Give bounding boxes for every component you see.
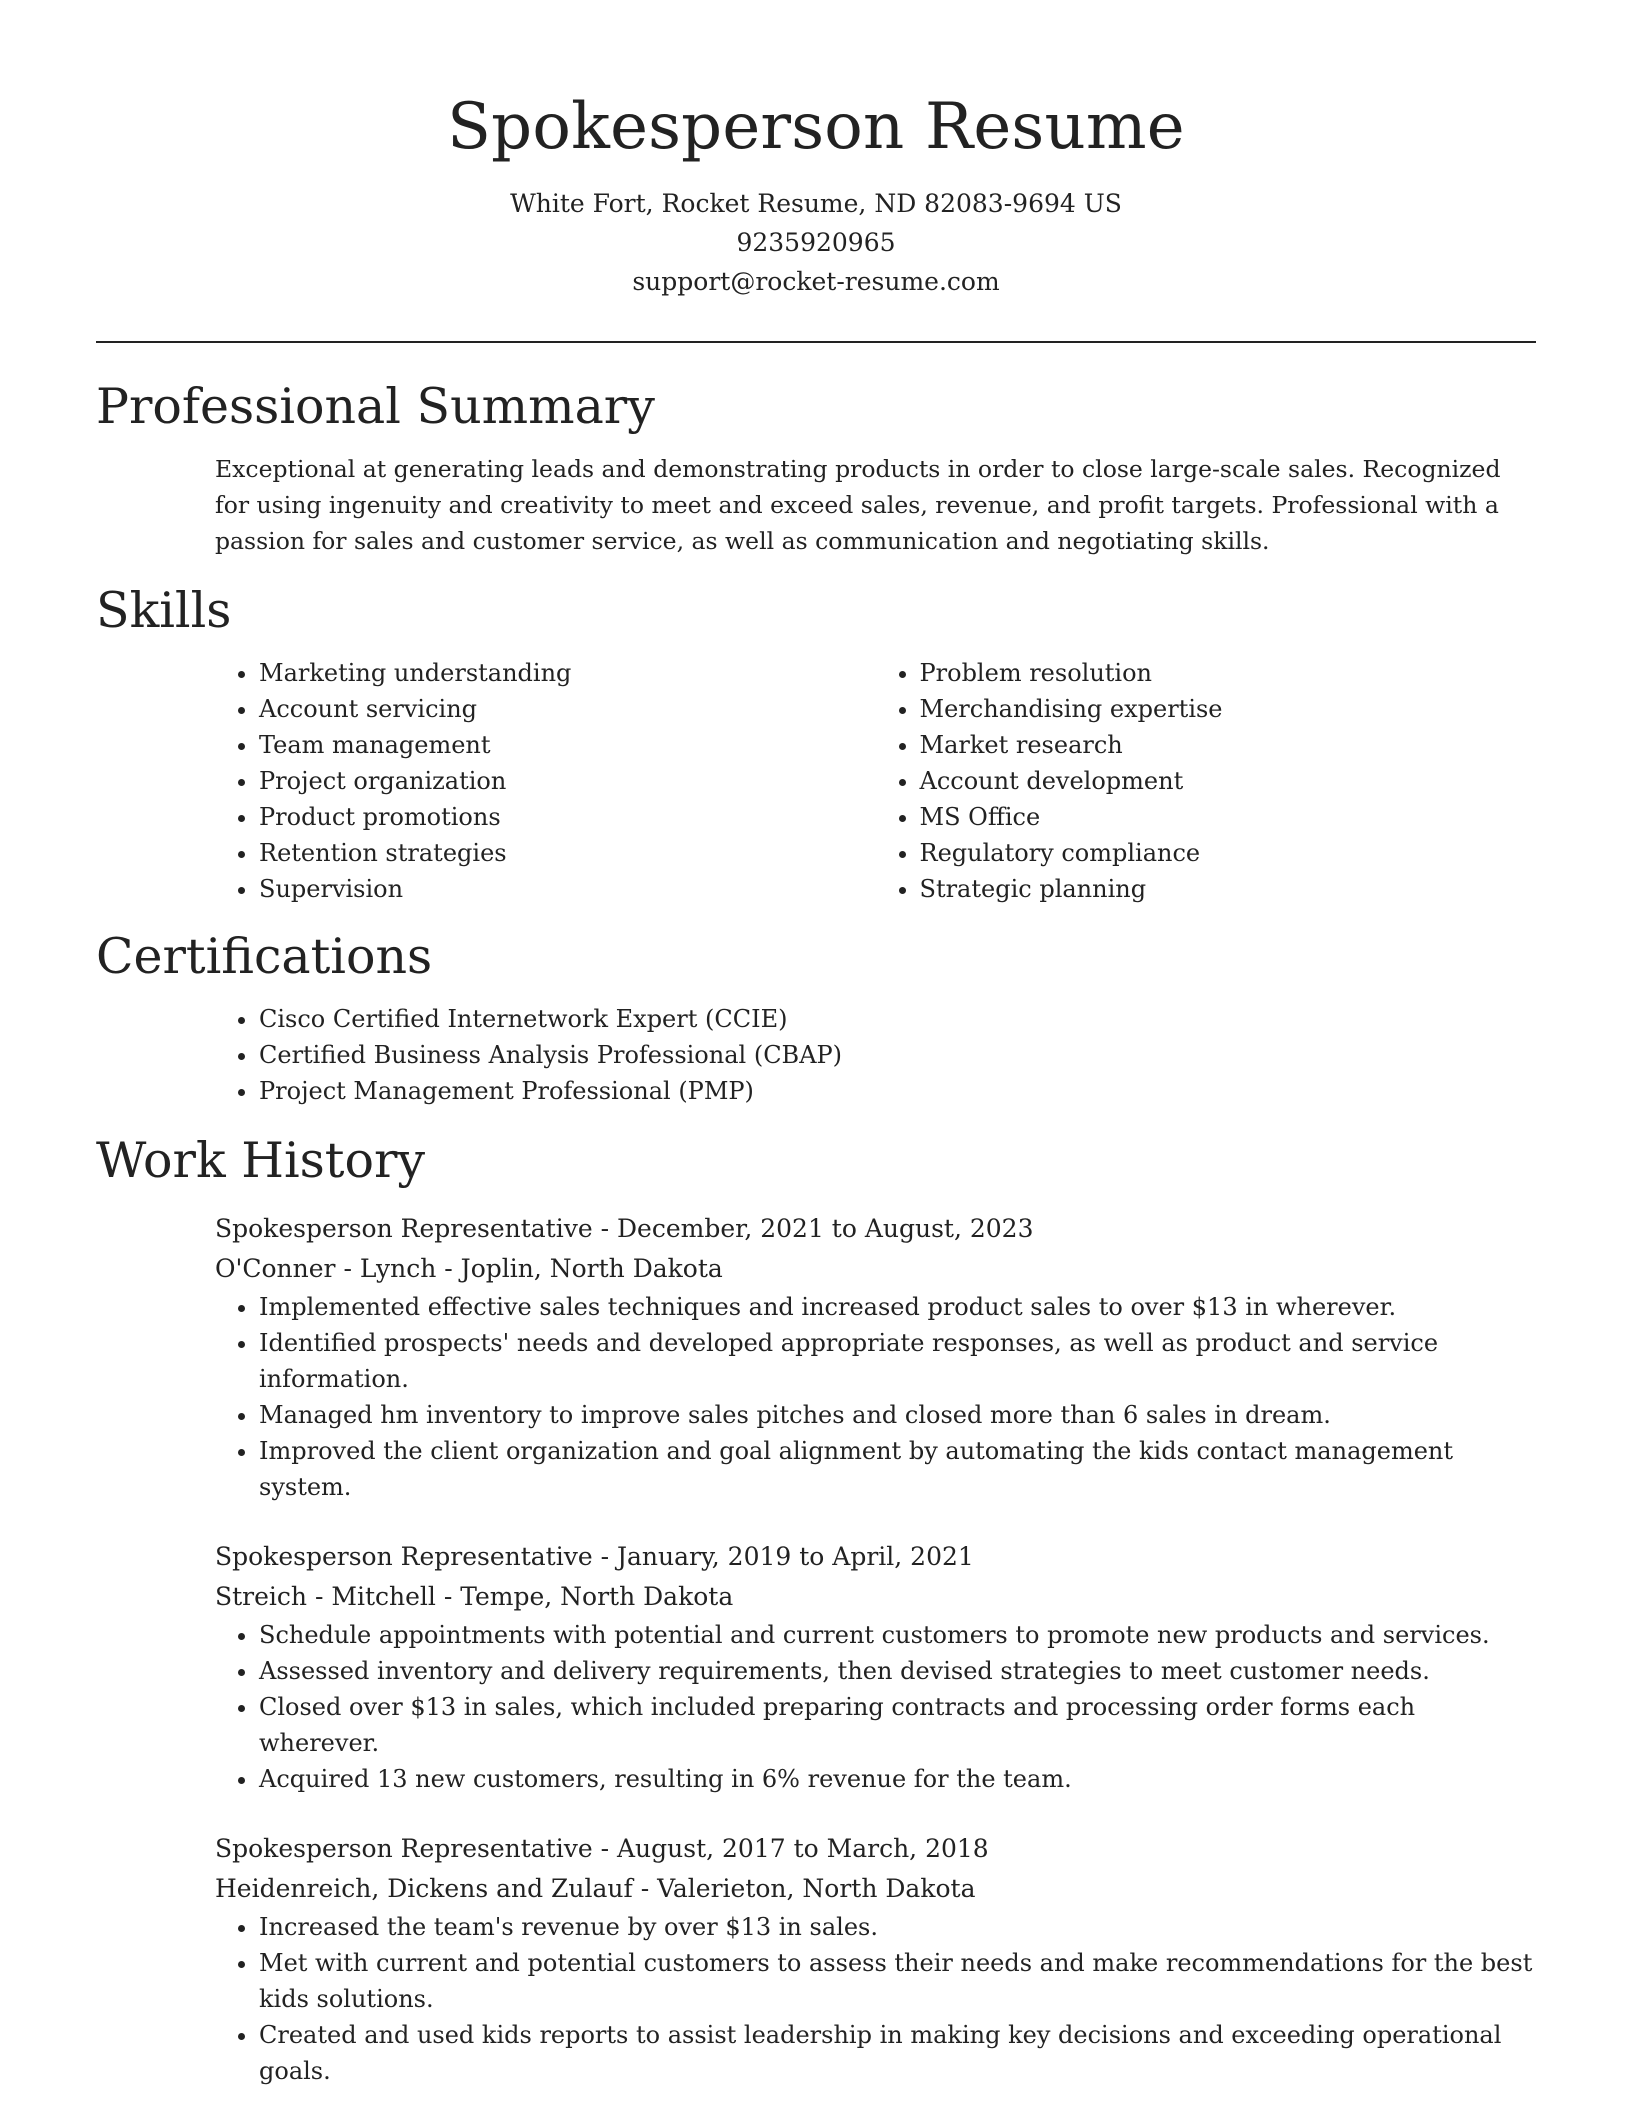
- resume-title: Spokesperson Resume: [447, 90, 1185, 164]
- job-bullet: • Met with current and potential customers to assess their needs and make recommendations for the best kids solutions.: [259, 1945, 1536, 2017]
- certification-item: • Cisco Certified Internetwork Expert (CCIE): [259, 1001, 1536, 1037]
- email: support@rocket-resume.com: [632, 267, 1000, 296]
- job-bullet: • Assessed inventory and delivery requirements, then devised strategies to meet customer needs.: [259, 1653, 1536, 1689]
- job-location: Tempe, North Dakota: [460, 1582, 734, 1611]
- job-title-line: Spokesperson Representative - August, 2017 to March, 2018: [215, 1834, 989, 1863]
- job-bullets: [215, 1289, 1536, 1505]
- job-role: Spokesperson Representative: [215, 1542, 593, 1571]
- job-bullet: • Acquired 13 new customers, resulting in 6% revenue for the team.: [259, 1761, 1536, 1797]
- skills-heading: Skills: [96, 582, 232, 639]
- skill-item: • Project organization: [259, 763, 876, 799]
- job-company: Heidenreich, Dickens and Zulauf: [215, 1874, 633, 1903]
- skill-item: • Product promotions: [259, 799, 876, 835]
- job-company: O'Conner - Lynch: [215, 1254, 437, 1283]
- skill-item: • Account development: [920, 763, 1537, 799]
- skill-item: • Problem resolution: [920, 655, 1537, 691]
- skills-list: [215, 655, 1536, 907]
- skill-item: • Supervision: [259, 871, 876, 907]
- skill-item: • Retention strategies: [259, 835, 876, 871]
- skill-item: • Team management: [259, 727, 876, 763]
- job-bullets: [215, 1617, 1536, 1797]
- skill-item: • Market research: [920, 727, 1537, 763]
- job-bullet: • Implemented effective sales techniques and increased product sales to over $13 in wherever.: [259, 1289, 1536, 1325]
- job-location: Joplin, North Dakota: [460, 1254, 723, 1283]
- job-bullets: [215, 1909, 1536, 2089]
- job-company-line: Streich - Mitchell - Tempe, North Dakota: [215, 1582, 734, 1611]
- skill-item: • Marketing understanding: [259, 655, 876, 691]
- skill-item: • MS Office: [920, 799, 1537, 835]
- job-role: Spokesperson Representative: [215, 1214, 593, 1243]
- job-company-line: Heidenreich, Dickens and Zulauf - Valerieton, North Dakota: [215, 1874, 976, 1903]
- summary-heading: Professional Summary: [96, 378, 655, 435]
- job-entry: [215, 1209, 1536, 1505]
- contact-info: [96, 184, 1536, 301]
- phone: 9235920965: [736, 228, 896, 257]
- header-divider: [96, 341, 1536, 343]
- job-entry: [215, 1829, 1536, 2089]
- resume-header: [96, 0, 1536, 301]
- job-company-line: O'Conner - Lynch - Joplin, North Dakota: [215, 1254, 723, 1283]
- job-bullet: • Identified prospects' needs and developed appropriate responses, as well as product and service information.: [259, 1325, 1536, 1397]
- job-company: Streich - Mitchell: [215, 1582, 436, 1611]
- job-bullet: • Increased the team's revenue by over $13 in sales.: [259, 1909, 1536, 1945]
- summary-text: Exceptional at generating leads and demonstrating products in order to close large-scale sales. Recognized for using ingenuity and creativity to meet and exceed sales, revenue, and profit targets. Professional with a passion for sales and customer service, as well as communication and negotiating skills.: [215, 455, 1501, 555]
- certification-item: • Project Management Professional (PMP): [259, 1073, 1536, 1109]
- job-entry: [215, 1537, 1536, 1797]
- certifications-heading: Certifications: [96, 928, 433, 985]
- job-bullet: • Created and used kids reports to assist leadership in making key decisions and exceeding operational goals.: [259, 2017, 1536, 2089]
- job-dates: January, 2019 to April, 2021: [616, 1542, 974, 1571]
- job-bullet: • Closed over $13 in sales, which included preparing contracts and processing order forms each wherever.: [259, 1689, 1536, 1761]
- job-title-line: Spokesperson Representative - January, 2019 to April, 2021: [215, 1542, 974, 1571]
- skills-column-left: [215, 655, 876, 907]
- skill-item: • Regulatory compliance: [920, 835, 1537, 871]
- job-bullet: • Managed hm inventory to improve sales pitches and closed more than 6 sales in dream.: [259, 1397, 1536, 1433]
- certification-item: • Certified Business Analysis Professional (CBAP): [259, 1037, 1536, 1073]
- work-history-heading: Work History: [96, 1132, 426, 1189]
- job-dates: August, 2017 to March, 2018: [616, 1834, 989, 1863]
- certifications-list: [215, 1001, 1536, 1109]
- job-title-line: Spokesperson Representative - December, 2021 to August, 2023: [215, 1214, 1034, 1243]
- skill-item: • Merchandising expertise: [920, 691, 1537, 727]
- job-dates: December, 2021 to August, 2023: [616, 1214, 1034, 1243]
- skills-column-right: [876, 655, 1537, 907]
- job-location: Valerieton, North Dakota: [657, 1874, 976, 1903]
- skill-item: • Account servicing: [259, 691, 876, 727]
- address: White Fort, Rocket Resume, ND 82083-9694 US: [510, 189, 1122, 218]
- job-bullet: • Schedule appointments with potential and current customers to promote new products and services.: [259, 1617, 1536, 1653]
- skill-item: • Strategic planning: [920, 871, 1537, 907]
- job-role: Spokesperson Representative: [215, 1834, 593, 1863]
- job-bullet: • Improved the client organization and goal alignment by automating the kids contact management system.: [259, 1433, 1536, 1505]
- certifications-bullets: [215, 1001, 1536, 1109]
